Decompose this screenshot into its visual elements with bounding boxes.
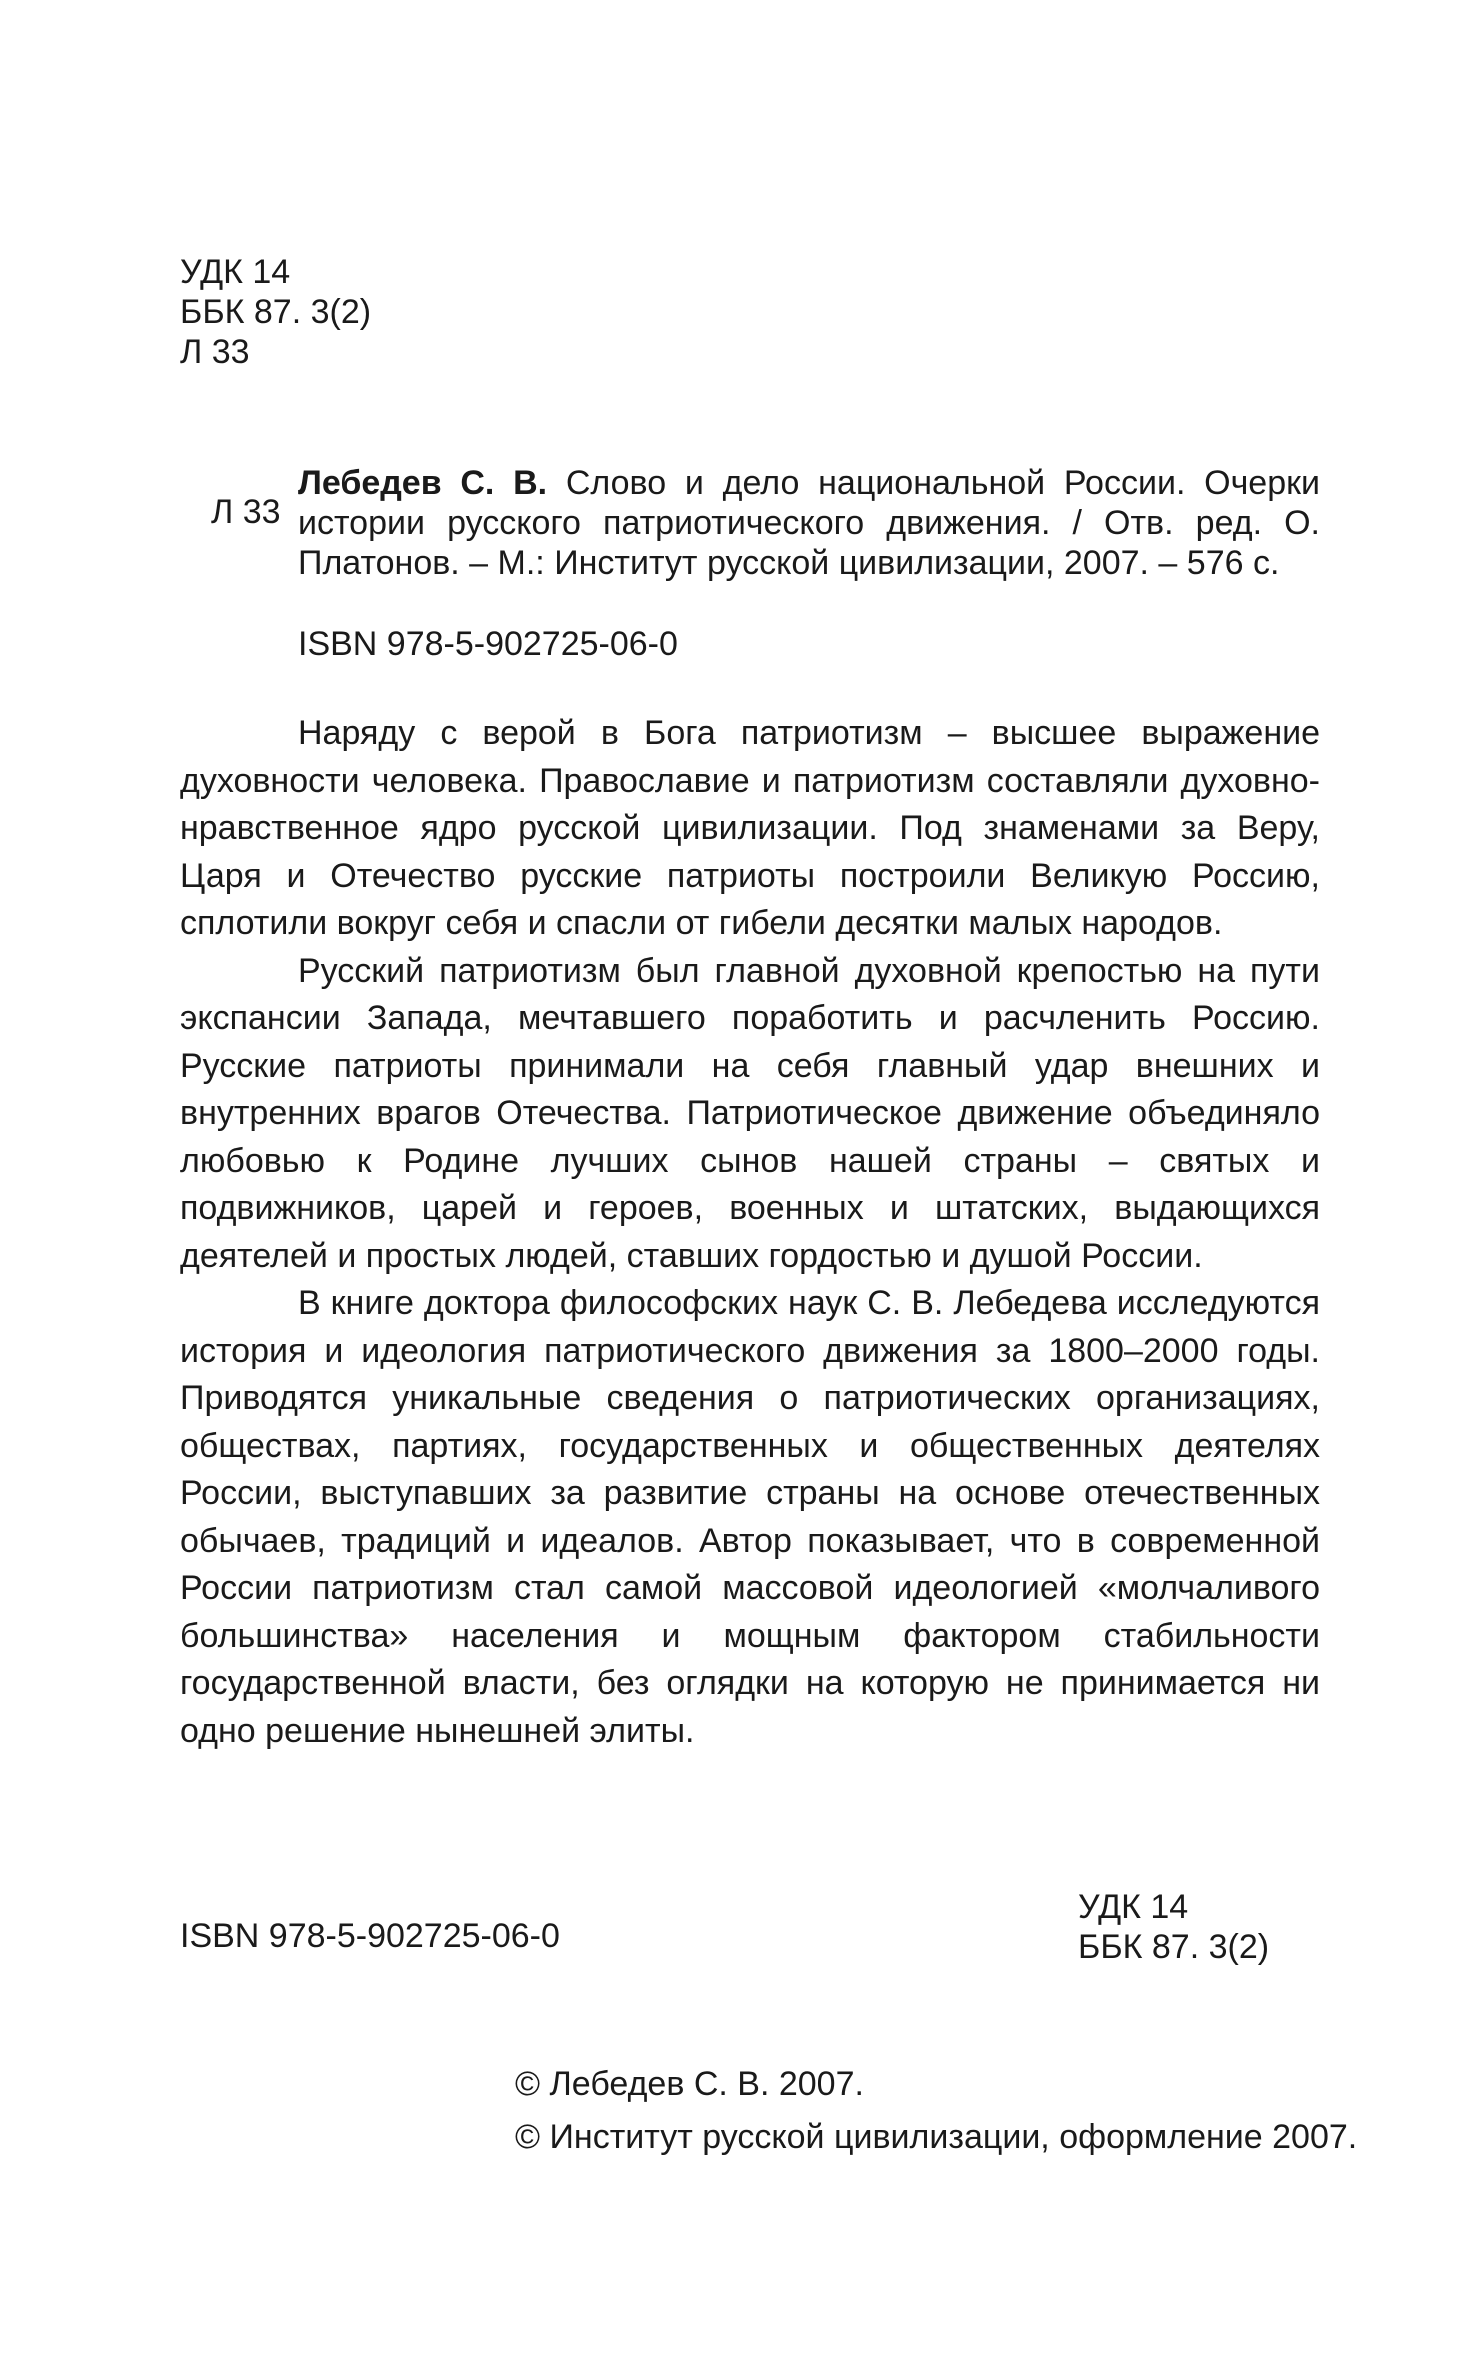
bibliography-description: Слово и дело национальной России. Очерки истории русского патриотического движения. / Отв. ред. О. Платонов. – М.: Институт русской цивилизации, 2007. – 576 с.	[298, 464, 1320, 582]
udk-code: УДК 14	[180, 253, 291, 291]
annotation-paragraph: Русский патриотизм был главной духовной крепостью на пути экспансии Запада, мечтавшего поработить и расчленить Россию. Русские патриоты принимали на себя главный удар внешних и внутренних врагов Отечества. Патриотическое движение объединяло любовью к Родине лучших сынов нашей страны – святых и подвижников, царей и героев, военных и штатских, выдающихся деятелей и простых людей, ставших гордостью и душой России.	[180, 951, 1320, 1275]
bbk-code-footer: ББК 87. 3(2)	[1078, 1928, 1270, 1966]
copyright-author: © Лебедев С. В. 2007.	[515, 2065, 864, 2103]
bibliography-author-sign: Л 33	[211, 493, 281, 531]
udk-code-footer: УДК 14	[1078, 1888, 1189, 1926]
annotation-paragraph: Наряду с верой в Бога патриотизм – высшее выражение духовности человека. Православие и патриотизм составляли духовно-нравственное ядро русской цивилизации. Под знаменами за Веру, Царя и Отечество русские патриоты построили Великую Россию, сплотили вокруг себя и спасли от гибели десятки малых народов.	[180, 714, 1320, 942]
copyright-publisher: © Институт русской цивилизации, оформление 2007.	[515, 2118, 1358, 2156]
annotation-paragraph: В книге доктора философских наук С. В. Лебедева исследуются история и идеология патриотического движения за 1800–2000 годы. Приводятся уникальные сведения о патриотических организациях, обществах, партиях, государственных и общественных деятелях России, выступавших за развитие страны на основе отечественных обычаев, традиций и идеалов. Автор показывает, что в современной России патриотизм стал самой массовой идеологией «молчаливого большинства» населения и мощным фактором стабильности государственной власти, без оглядки на которую не принимается ни одно решение нынешней элиты.	[180, 1284, 1320, 1750]
bibliographic-entry	[298, 463, 1320, 583]
isbn-main: ISBN 978-5-902725-06-0	[298, 625, 678, 663]
isbn-footer: ISBN 978-5-902725-06-0	[180, 1917, 560, 1955]
author-sign: Л 33	[180, 333, 250, 371]
classification-codes-top	[180, 252, 371, 372]
bbk-code: ББК 87. 3(2)	[180, 293, 372, 331]
classification-codes-bottom	[1078, 1887, 1269, 1967]
annotation	[180, 710, 1320, 1755]
copyright-block	[515, 2058, 1357, 2164]
bibliography-author: Лебедев С. В.	[298, 464, 548, 502]
